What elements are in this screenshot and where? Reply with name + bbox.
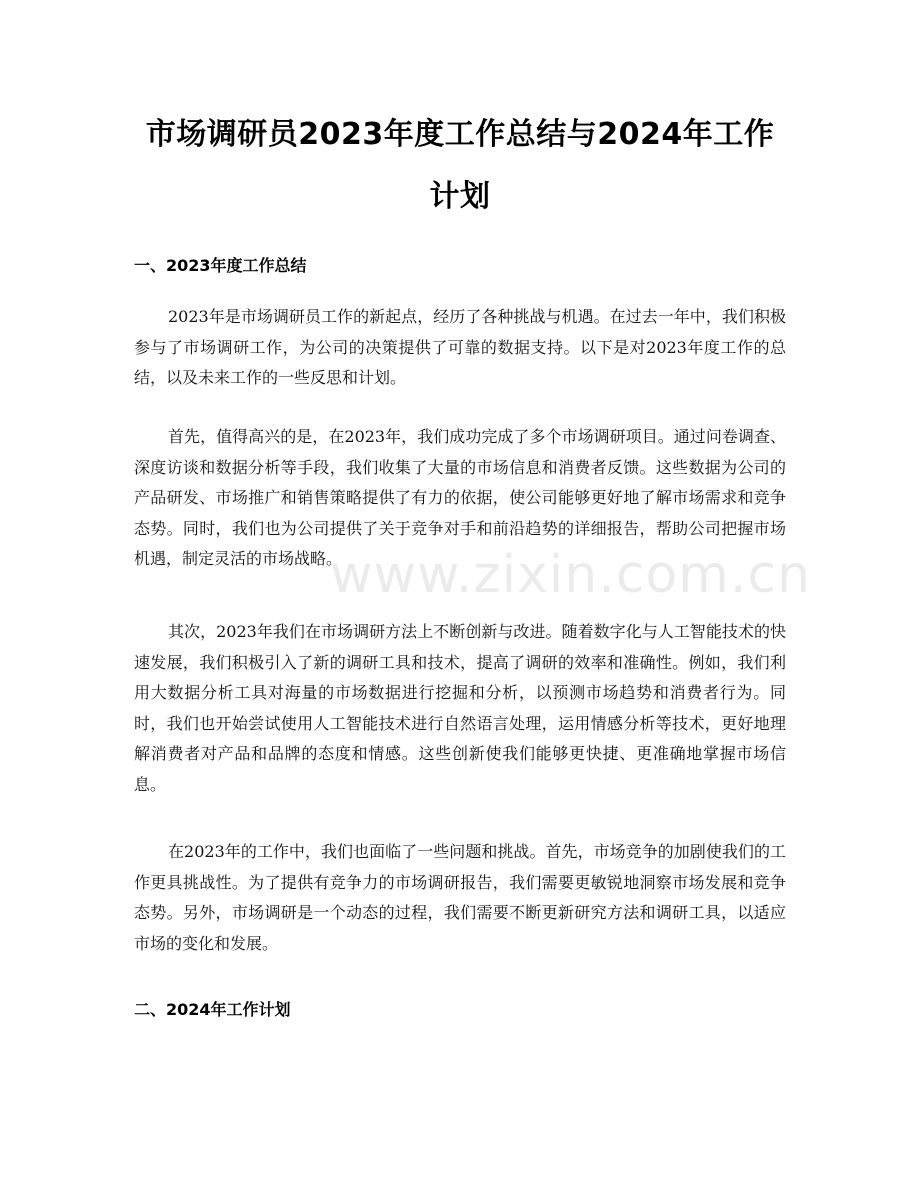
- paragraph-method-innovation: 其次，2023年我们在市场调研方法上不断创新与改进。随着数字化与人工智能技术的快速发展，我们积极引入了新的调研工具和技术，提高了调研的效率和准确性。例如，我们利用大数据分析工具对海量的市场数据进行挖掘和分析，以预测市场趋势和消费者行为。同时，我们也开始尝试使用人工智能技术进行自然语言处理，运用情感分析等技术，更好地理解消费者对产品和品牌的态度和情感。这些创新使我们能够更快捷、更准确地掌握市场信息。: [134, 622, 786, 794]
- watermark: www.zixin.com.cn: [330, 545, 811, 605]
- document-title: 市场调研员2023年度工作总结与2024年工作计划: [145, 117, 775, 214]
- section-heading-2024-plan: 二、2024年工作计划: [134, 1000, 291, 1019]
- paragraph-projects-completed: 首先，值得高兴的是，在2023年，我们成功完成了多个市场调研项目。通过问卷调查、深度访谈和数据分析等手段，我们收集了大量的市场信息和消费者反馈。这些数据为公司的产品研发、市场推广和销售策略提供了有力的依据，使公司能够更好地了解市场需求和竞争态势。同时，我们也为公司提供了关于竞争对手和前沿趋势的详细报告，帮助公司把握市场机遇，制定灵活的市场战略。: [134, 427, 786, 569]
- section-heading-2023-summary: 一、2023年度工作总结: [134, 256, 307, 275]
- paragraph-challenges: 在2023年的工作中，我们也面临了一些问题和挑战。首先，市场竞争的加剧使我们的工作更具挑战性。为了提供有竞争力的市场调研报告，我们需要更敏锐地洞察市场发展和竞争态势。另外，市场调研是一个动态的过程，我们需要不断更新研究方法和调研工具，以适应市场的变化和发展。: [134, 842, 786, 953]
- paragraph-intro: 2023年是市场调研员工作的新起点，经历了各种挑战与机遇。在过去一年中，我们积极参与了市场调研工作，为公司的决策提供了可靠的数据支持。以下是对2023年度工作的总结，以及未来工作的一些反思和计划。: [134, 307, 786, 388]
